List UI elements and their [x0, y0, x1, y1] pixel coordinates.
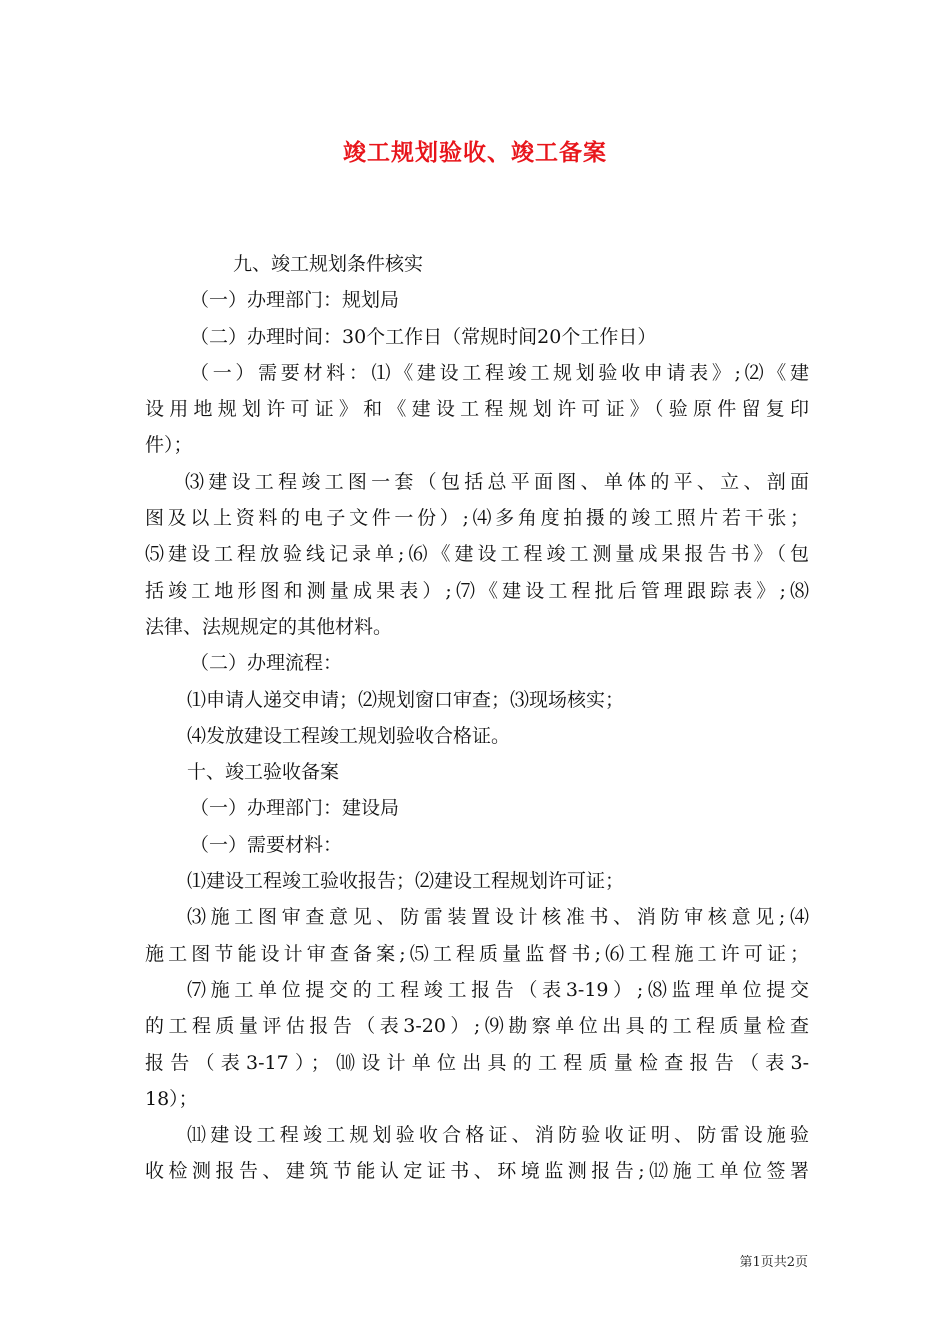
- text-line: 的工程质量评估报告（表3-20）;⑼勘察单位出具的工程质量检查: [145, 1015, 809, 1038]
- text-line: （一）需要材料：: [190, 833, 343, 856]
- text-line: 18）；: [145, 1087, 198, 1110]
- text-line: 收检测报告、建筑节能认定证书、环境监测报告;⑿施工单位签署: [145, 1160, 809, 1183]
- text-line: 设用地规划许可证》和《建设工程规划许可证》（验原件留复印: [145, 398, 809, 421]
- text-line: ⑸建设工程放验线记录单;⑹《建设工程竣工测量成果报告书》（包: [145, 543, 809, 566]
- page-title: 竣工规划验收、竣工备案: [343, 139, 607, 166]
- text-line: （一）办理部门：建设局: [190, 797, 400, 820]
- text-line: （二）办理流程：: [190, 652, 343, 675]
- text-line: ⑴申请人递交申请；⑵规划窗口审查；⑶现场核实；: [187, 688, 625, 711]
- text-line: ⑶建设工程竣工图一套（包括总平面图、单体的平、立、剖面: [185, 470, 809, 493]
- text-line: 括竣工地形图和测量成果表）;⑺《建设工程批后管理跟踪表》;⑻: [145, 579, 809, 602]
- document-body: [145, 246, 809, 1190]
- text-line: ⑾建设工程竣工规划验收合格证、消防验收证明、防雷设施验: [187, 1124, 809, 1147]
- text-line: （二）办理时间：30个工作日（常规时间20个工作日）: [190, 325, 657, 348]
- text-line: （一）办理部门：规划局: [190, 289, 400, 312]
- text-line: 法律、法规规定的其他材料。: [145, 615, 393, 638]
- page-number: 第1页共2页: [739, 1255, 808, 1270]
- text-line: 图及以上资料的电子文件一份）;⑷多角度拍摄的竣工照片若干张；: [145, 507, 809, 530]
- text-line: ⑶施工图审查意见、防雷装置设计核准书、消防审核意见;⑷: [187, 906, 809, 929]
- text-line: ⑷发放建设工程竣工规划验收合格证。: [187, 724, 511, 747]
- section-heading-9: 九、竣工规划条件核实: [233, 253, 424, 275]
- text-line: 施工图节能设计审查备案;⑸工程质量监督书;⑹工程施工许可证；: [145, 942, 809, 965]
- section-heading-10: 十、竣工验收备案: [187, 761, 340, 784]
- text-line: ⑴建设工程竣工验收报告；⑵建设工程规划许可证；: [187, 870, 625, 893]
- text-line: 报告（表3-17）；⑽设计单位出具的工程质量检查报告（表3-: [145, 1051, 809, 1074]
- text-line: （一）需要材料：⑴《建设工程竣工规划验收申请表》;⑵《建: [190, 361, 809, 384]
- text-line: ⑺施工单位提交的工程竣工报告（表3-19）;⑻监理单位提交: [187, 978, 809, 1001]
- text-line: 件）；: [145, 434, 193, 457]
